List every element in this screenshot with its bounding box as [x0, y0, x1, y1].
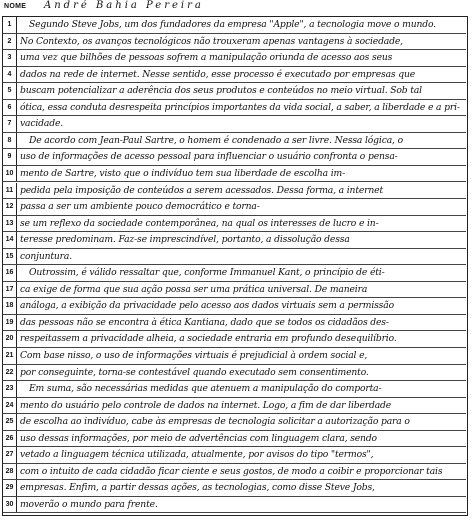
essay-line	[3, 398, 466, 415]
essay-line	[3, 183, 466, 200]
line-text: respeitassem a privacidade alheia, a sociedade entraria em profundo desequilíbrio.	[20, 333, 397, 345]
line-number: 17	[3, 282, 17, 298]
line-number: 16	[3, 265, 17, 281]
essay-line	[3, 414, 466, 431]
essay-line	[3, 298, 466, 315]
line-number: 2	[3, 34, 17, 50]
line-number: 22	[3, 365, 17, 381]
line-text: teresse predominam. Faz-se imprescindível, portanto, a dissolução dessa	[20, 234, 350, 246]
line-text: ca exige de forma que sua ação possa ser uma prática universal. De maneira	[20, 283, 368, 295]
essay-line	[3, 17, 466, 34]
line-text: análoga, a exibição da privacidade pelo acesso aos dados virtuais sem a permissão	[20, 300, 394, 312]
essay-line	[3, 282, 466, 299]
line-number: 12	[3, 199, 17, 215]
essay-line	[3, 331, 466, 348]
essay-line	[3, 381, 466, 398]
line-text: vacidade.	[20, 118, 63, 130]
line-number: 1	[3, 17, 17, 33]
line-number: 13	[3, 216, 17, 232]
essay-line	[3, 50, 466, 67]
line-number: 24	[3, 398, 17, 414]
line-text: ótica, essa conduta desrespeita princípios importantes da vida social, a saber, a liberdade e a pri-	[20, 101, 460, 113]
essay-line	[3, 116, 466, 133]
line-number: 30	[3, 497, 17, 513]
line-number: 23	[3, 381, 17, 397]
line-number: 20	[3, 331, 17, 347]
line-text: por conseguinte, torna-se contestável quando executado sem consentimento.	[20, 366, 369, 378]
line-text: mento de Sartre, visto que o indivíduo tem sua liberdade de escolha im-	[20, 167, 346, 179]
line-number: 21	[3, 348, 17, 364]
essay-line	[3, 348, 466, 365]
essay-line	[3, 83, 466, 100]
line-text: conjuntura.	[20, 250, 73, 262]
essay-line	[3, 365, 466, 382]
line-text: De acordo com Jean-Paul Sartre, o homem é condenado a ser livre. Nessa lógica, o	[29, 134, 403, 146]
essay-line	[3, 315, 466, 332]
essay-line	[3, 249, 466, 266]
essay-line	[3, 34, 466, 51]
line-text: pedida pela imposição de conteúdos a serem acessados. Dessa forma, a internet	[20, 184, 383, 196]
essay-line	[3, 431, 466, 448]
line-text: passa a ser um ambiente pouco democrático e torna-	[20, 201, 260, 213]
line-text: mento do usuário pelo controle de dados na internet. Logo, a fim de dar liberdade	[20, 399, 392, 411]
line-text: uma vez que bilhões de pessoas sofrem a manipulação oriunda de acesso aos seus	[20, 52, 393, 64]
header	[0, 0, 474, 16]
line-number: 14	[3, 232, 17, 248]
line-number: 15	[3, 249, 17, 265]
line-text: Outrossim, é válido ressaltar que, conforme Immanuel Kant, o princípio de éti-	[29, 267, 385, 279]
line-number: 8	[3, 133, 17, 149]
line-number: 6	[3, 100, 17, 116]
essay-line	[3, 67, 466, 84]
line-number: 19	[3, 315, 17, 331]
line-text: buscam potencializar a aderência dos seus produtos e conteúdos no meio virtual. Sob tal	[20, 85, 422, 97]
line-text: vetado a linguagem técnica utilizada, atualmente, por avisos do tipo "termos",	[20, 449, 374, 461]
name-label: NOME	[4, 3, 27, 10]
line-number: 27	[3, 447, 17, 463]
essay-sheet	[2, 16, 468, 516]
line-text: de escolha ao indivíduo, cabe às empresas de tecnologia solicitar a autorização para o	[20, 416, 410, 428]
line-number: 4	[3, 67, 17, 83]
essay-line	[3, 216, 466, 233]
line-number: 7	[3, 116, 17, 132]
line-number: 3	[3, 50, 17, 66]
line-number: 25	[3, 414, 17, 430]
essay-line	[3, 199, 466, 216]
essay-line	[3, 166, 466, 183]
line-number: 18	[3, 298, 17, 314]
line-text: das pessoas não se encontra à ética Kantiana, dado que se todos os cidadãos des-	[20, 316, 389, 328]
essay-line	[3, 497, 466, 514]
line-number: 11	[3, 183, 17, 199]
line-text: dados na rede de internet. Nesse sentido, esse processo é executado por empresas que	[20, 68, 416, 80]
essay-line	[3, 133, 466, 150]
line-text: empresas. Enfim, a partir dessas ações, as tecnologias, como disse Steve Jobs,	[20, 482, 375, 494]
essay-line	[3, 149, 466, 166]
line-number: 28	[3, 464, 17, 480]
line-number: 10	[3, 166, 17, 182]
essay-line	[3, 464, 466, 481]
line-text: Com base nisso, o uso de informações virtuais é prejudicial à ordem social e,	[20, 350, 368, 361]
essay-line	[3, 232, 466, 249]
line-text: uso de informações de acesso pessoal para influenciar o usuário confronta o pensa-	[20, 151, 398, 163]
line-text: Em suma, são necessárias medidas que atenuem a manipulação do comporta-	[29, 383, 382, 395]
line-number: 9	[3, 149, 17, 165]
line-number: 29	[3, 480, 17, 496]
line-number: 5	[3, 83, 17, 99]
line-text: moverão o mundo para frente.	[20, 498, 158, 510]
name-value: André Bahia Pereira	[44, 0, 204, 11]
line-text: com o intuito de cada cidadão ficar ciente e seus gostos, de modo a coibir e proporcionar tais	[20, 465, 443, 477]
essay-line	[3, 480, 466, 497]
essay-line	[3, 447, 466, 464]
essay-line	[3, 265, 466, 282]
line-text: Segundo Steve Jobs, um dos fundadores da empresa "Apple", a tecnologia move o mundo.	[29, 19, 436, 30]
line-text: se um reflexo da sociedade contemporânea, na qual os interesses de lucro e in-	[20, 217, 379, 229]
line-text: No Contexto, os avanços tecnológicos não trouxeram apenas vantagens à sociedade,	[20, 35, 403, 47]
line-text: uso dessas informações, por meio de advertências com linguagem clara, sendo	[20, 432, 377, 444]
line-number: 26	[3, 431, 17, 447]
essay-line	[3, 100, 466, 117]
